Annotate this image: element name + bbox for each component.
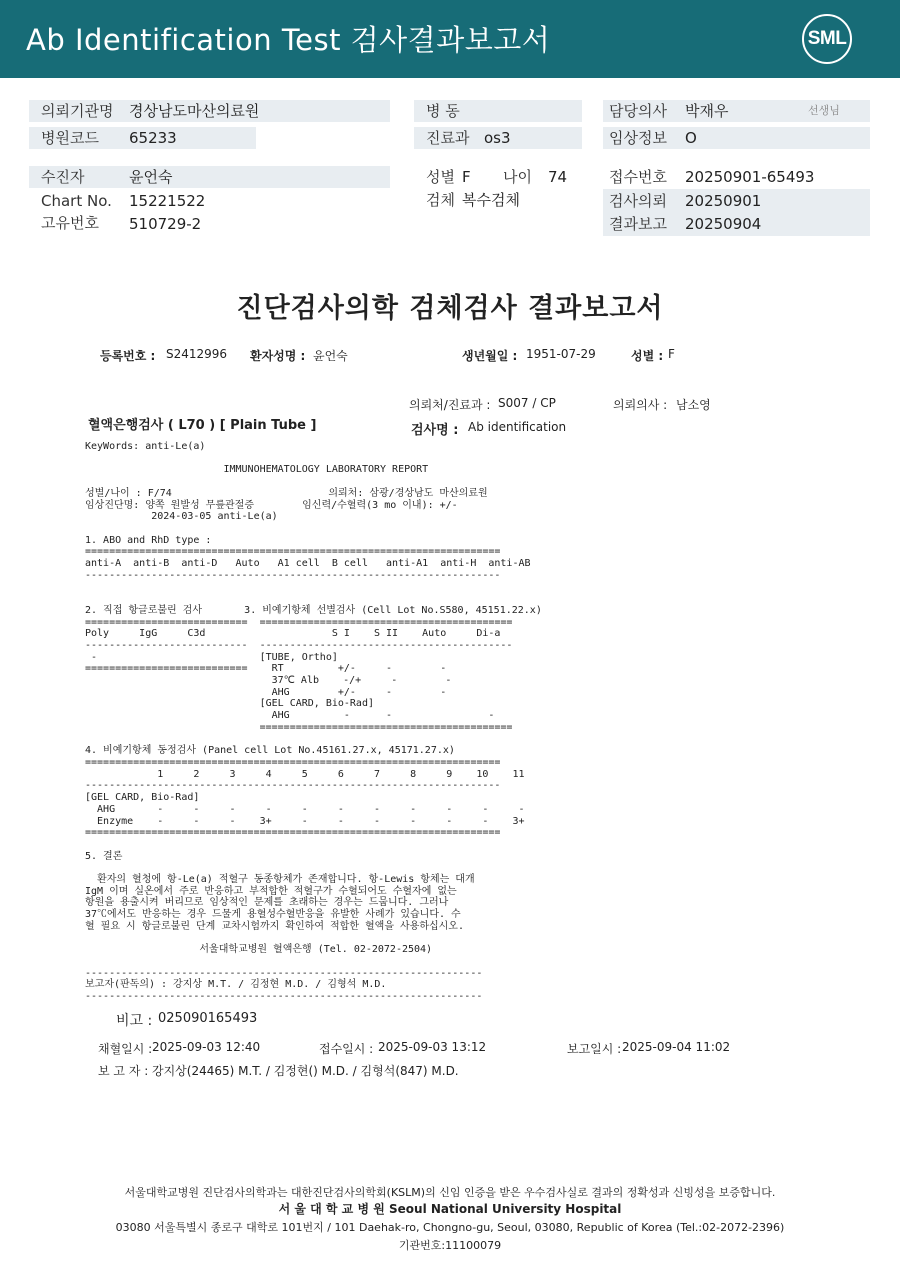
req-value: 20250901 — [685, 192, 762, 210]
result-value: 20250904 — [685, 215, 762, 233]
ward-label: 병 동 — [426, 102, 460, 120]
uid-value: 510729-2 — [129, 215, 202, 233]
sex-value: F — [462, 168, 471, 186]
collect-label: 채혈일시 : — [98, 1042, 153, 1056]
receipt-value: 2025-09-03 13:12 — [378, 1040, 487, 1054]
doctor-label: 담당의사 — [609, 102, 667, 120]
footer-hospital — [0, 1200, 900, 1217]
reporter-value: 강지상(24465) M.T. / 김정현() M.D. / 김형석(847) M.D. — [152, 1064, 459, 1078]
footer-hospital-kr: 서 울 대 학 교 병 원 — [278, 1202, 385, 1216]
clinical-value: O — [685, 129, 697, 147]
reg-label: 접수번호 — [609, 168, 667, 186]
dept-value: os3 — [484, 129, 511, 147]
result-label: 결과보고 — [609, 215, 667, 233]
chart-label: Chart No. — [41, 192, 112, 210]
receipt-label: 접수일시 : — [319, 1042, 374, 1056]
ref-doc-label: 의뢰의사 : — [613, 398, 668, 412]
ref-dept-label: 의뢰처/진료과 : — [409, 398, 491, 412]
report-time-value: 2025-09-04 11:02 — [622, 1040, 731, 1054]
report-sex-label: 성별 : — [631, 349, 664, 363]
specimen-label: 검체 — [426, 191, 455, 209]
report-title: Ab Identification Test 검사결과보고서 — [26, 23, 551, 57]
dept-label: 진료과 — [426, 129, 470, 147]
dob-label: 생년월일 : — [462, 349, 518, 363]
ref-dept-value: S007 / CP — [498, 396, 556, 410]
test-name-label: 검사명 : — [411, 423, 459, 438]
dob-value: 1951-07-29 — [526, 347, 596, 361]
patient-name-value: 윤언숙 — [313, 349, 348, 363]
sml-logo-text: SML — [807, 28, 847, 49]
doctor-value: 박재우 — [685, 102, 729, 120]
collect-value: 2025-09-03 12:40 — [152, 1040, 261, 1054]
reporter-label: 보 고 자 : — [98, 1064, 149, 1078]
section-title: 혈액은행검사 ( L70 ) [ Plain Tube ] — [88, 418, 317, 433]
patient-name-label: 환자성명 : — [250, 349, 306, 363]
footer-inst-no: 기관번호:11100079 — [398, 1239, 502, 1252]
remark-label: 비고 : — [116, 1013, 153, 1029]
report-time-label: 보고일시 : — [567, 1042, 622, 1056]
ref-org-value: 경상남도마산의료원 — [129, 102, 260, 120]
ref-doc-value: 남소영 — [676, 398, 711, 412]
report-sex-value: F — [668, 347, 675, 361]
test-name-value: Ab identification — [468, 420, 567, 434]
reg-no-label: 등록번호 : — [100, 349, 156, 363]
reg-no-value: S2412996 — [166, 347, 228, 361]
specimen-value: 복수검체 — [462, 191, 520, 209]
report-header — [0, 0, 900, 78]
doctor-suffix: 선생님 — [808, 104, 840, 117]
req-label: 검사의뢰 — [609, 192, 667, 210]
uid-label: 고유번호 — [41, 214, 99, 232]
age-label: 나이 — [503, 168, 532, 186]
patient-value: 윤언숙 — [129, 168, 173, 186]
footer-certification: 서울대학교병원 진단검사의학과는 대한진단검사의학회(KSLM)의 신임 인증을 받은 우수검사실로 결과의 정확성과 신빙성을 보증합니다. — [124, 1186, 776, 1199]
hosp-code-value: 65233 — [129, 129, 177, 147]
clinical-label: 임상정보 — [609, 129, 667, 147]
report-main-title: 진단검사의학 검체검사 결과보고서 — [236, 293, 664, 324]
chart-value: 15221522 — [129, 192, 206, 210]
footer-hospital-en: Seoul National University Hospital — [389, 1202, 622, 1216]
age-value: 74 — [548, 168, 568, 186]
remark-value: 025090165493 — [158, 1011, 258, 1026]
sex-label: 성별 — [426, 168, 455, 186]
footer-address: 03080 서울특별시 종로구 대학로 101번지 / 101 Daehak-ro, Chongno-gu, Seoul, 03080, Republic of Korea (Tel.:02-2072-2396) — [115, 1221, 785, 1234]
ref-org-label: 의뢰기관명 — [41, 102, 114, 120]
lab-report-body: KeyWords: anti-Le(a) IMMUNOHEMATOLOGY LABORATORY REPORT 성별/나이 : F/74 의뢰처: 삼광/경상남도 마산의료원 임상진단명: 양쪽 원발성 무릎관절증 임신력/수혈력(3 mo 이내): +/- 2024-03-05 anti-Le(a) 1. ABO and RhD type : ===================================================================== anti-A anti-B anti-D Auto A1 cell B cell anti-A1 anti-H anti-AB --------------------------------------------------------------------- 2. 직접 항글로불린 검사 3. 비예기항체 선별검사 (Cell Lot No.S580, 45151.22.x) =========================== ========================================== Poly IgG C3d S I S II Auto Di-a --------------------------- ------------------------------------------ - [TUBE, Ortho] =========================== RT +/- - - 37℃ Alb -/+ - - AHG +/- - - [GEL CARD, Bio-Rad] AHG - - - ========================================== 4. 비예기항체 동정검사 (Panel cell Lot No.45161.27.x, 45171.27.x) ===================================================================== 1 2 3 4 5 6 7 8 9 10 11 --------------------------------------------------------------------- [GEL CARD, Bio-Rad] AHG - - - - - - - - - - - Enzyme - - - 3+ - - - - - - 3+ ===================================================================== 5. 결론 환자의 혈청에 항-Le(a) 적혈구 동종항체가 존재합니다. 항-Lewis 항체는 대개 IgM 이며 실온에서 주로 반응하고 부적합한 적혈구가 수혈되어도 수혈자에 없는 항원을 용출시켜 버리므로 임상적인 문제를 초래하는 경우는 드뭅니다. 그러나 37℃에서도 반응하는 경우 드물게 용혈성수혈반응을 유발한 사례가 있습니다. 수 혈 필요 시 항글로불린 단계 교차시험까지 확인하여 적합한 혈액을 사용하십시오. 서울대학교병원 혈액은행 (Tel. 02-2072-2504) ------------------------------------------------------------------ 보고자(판독의) : 강지상 M.T. / 김정현 M.D. / 김형석 M.D. ------------------------------------------------------------------ — [85, 441, 542, 1003]
reg-value: 20250901-65493 — [685, 168, 815, 186]
hosp-code-label: 병원코드 — [41, 129, 99, 147]
patient-label: 수진자 — [41, 168, 85, 186]
